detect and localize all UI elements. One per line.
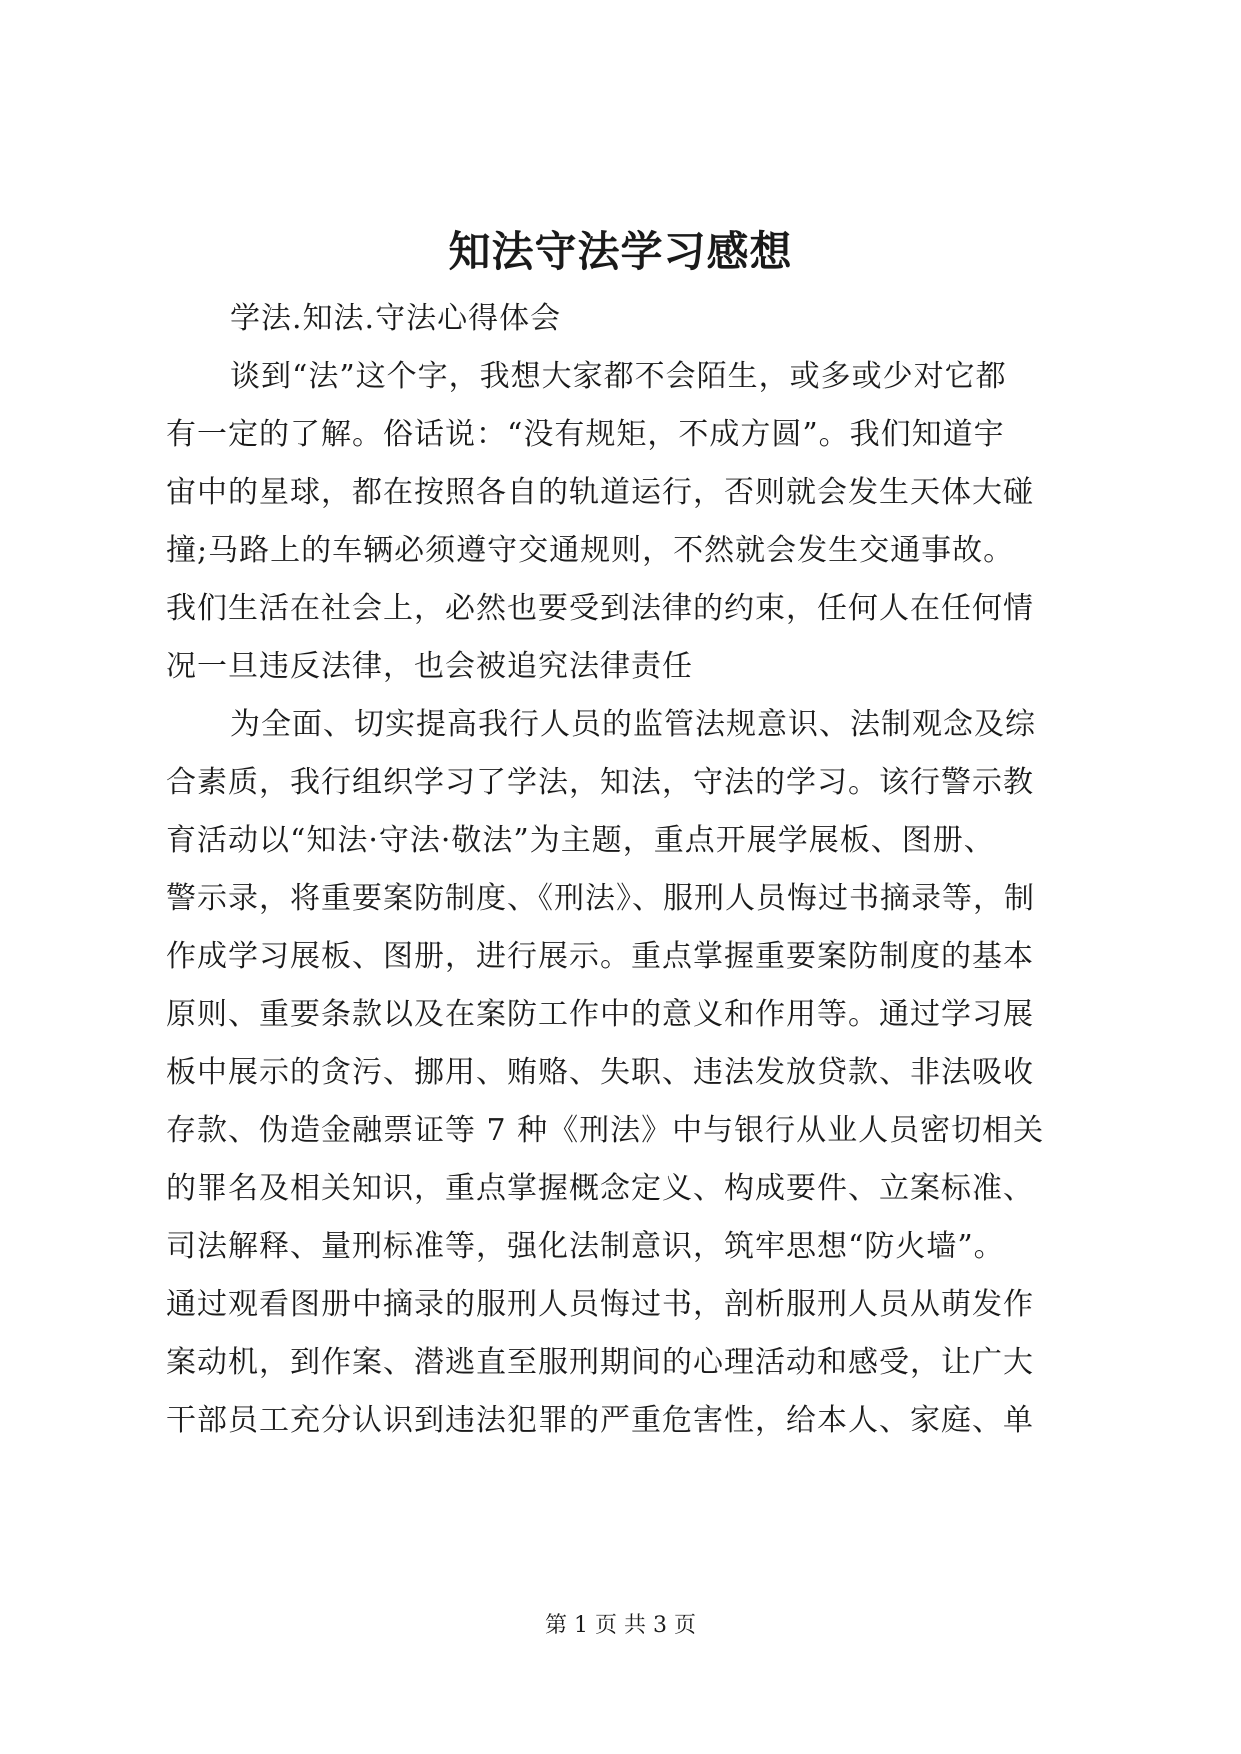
- paragraph-line: 育活动以“知法·守法·敬法”为主题，重点开展学展板、图册、: [166, 823, 995, 858]
- paragraph-2: [166, 696, 1086, 1450]
- paragraph-line: 况一旦违反法律，也会被追究法律责任: [166, 649, 693, 684]
- paragraph-line: 司法解释、量刑标准等，强化法制意识，筑牢思想“防火墙”。: [166, 1229, 1005, 1264]
- document-subtitle: 学法.知法.守法心得体会: [230, 301, 562, 336]
- paragraph-line: 警示录，将重要案防制度、《刑法》、服刑人员悔过书摘录等，制: [166, 881, 1035, 916]
- paragraph-line: 我们生活在社会上，必然也要受到法律的约束，任何人在任何情: [166, 591, 1034, 626]
- paragraph-line: 撞;马路上的车辆必须遵守交通规则，不然就会发生交通事故。: [166, 533, 1015, 568]
- paragraph-line: 存款、伪造金融票证等 7 种《刑法》中与银行从业人员密切相关: [166, 1113, 1045, 1148]
- paragraph-line: 有一定的了解。俗话说：“没有规矩，不成方圆”。我们知道宇: [166, 417, 1005, 452]
- document-body: [166, 290, 1086, 1450]
- paragraph-line: 通过观看图册中摘录的服刑人员悔过书，剖析服刑人员从萌发作: [166, 1287, 1034, 1322]
- paragraph-line: 宙中的星球，都在按照各自的轨道运行，否则就会发生天体大碰: [166, 475, 1034, 510]
- paragraph-line: 板中展示的贪污、挪用、贿赂、失职、违法发放贷款、非法吸收: [166, 1055, 1034, 1090]
- paragraph-line: 合素质，我行组织学习了学法，知法，守法的学习。该行警示教: [166, 765, 1034, 800]
- paragraph-line: 作成学习展板、图册，进行展示。重点掌握重要案防制度的基本: [166, 939, 1034, 974]
- paragraph-line: 为全面、切实提高我行人员的监管法规意识、法制观念及综: [230, 707, 1036, 742]
- paragraph-1: [166, 348, 1086, 696]
- paragraph-line: 案动机，到作案、潜逃直至服刑期间的心理活动和感受，让广大: [166, 1345, 1034, 1380]
- paragraph-line: 原则、重要条款以及在案防工作中的意义和作用等。通过学习展: [166, 997, 1034, 1032]
- page-number-footer: 第 1 页 共 3 页: [545, 1613, 696, 1638]
- paragraph-line: 的罪名及相关知识，重点掌握概念定义、构成要件、立案标准、: [166, 1171, 1034, 1206]
- paragraph-line: 谈到“法”这个字，我想大家都不会陌生，或多或少对它都: [230, 359, 1007, 394]
- paragraph-line: 干部员工充分认识到违法犯罪的严重危害性，给本人、家庭、单: [166, 1403, 1034, 1438]
- document-title: 知法守法学习感想: [448, 227, 793, 276]
